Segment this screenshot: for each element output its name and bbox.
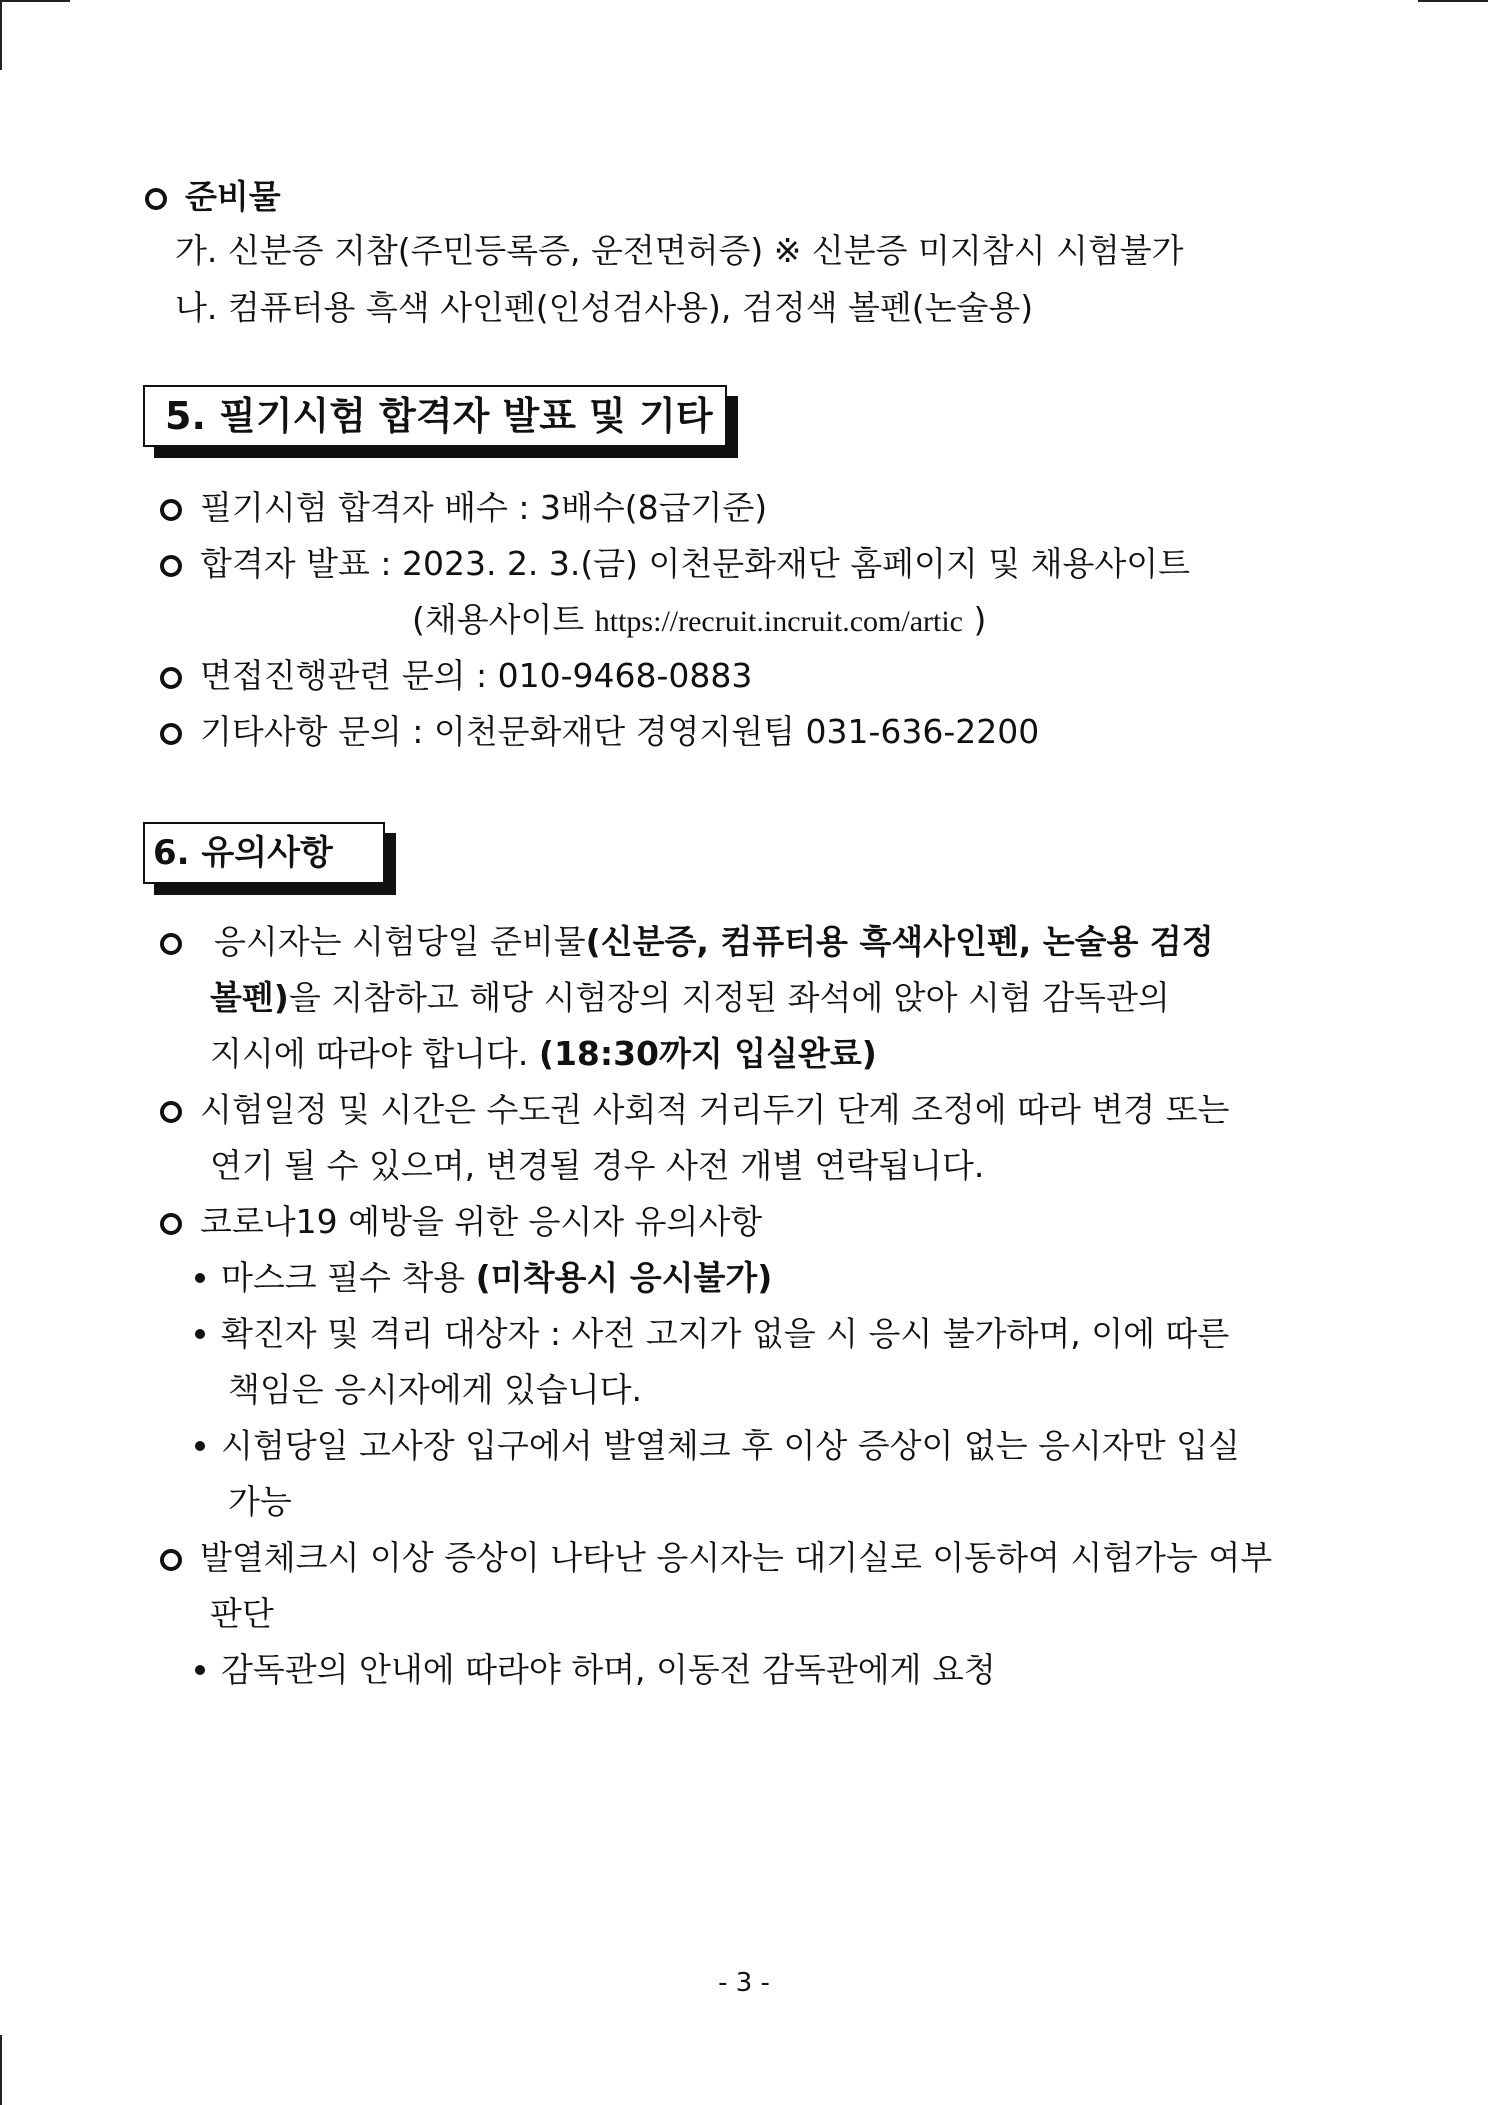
prep-item-ga: 가. 신분증 지참(주민등록증, 운전면허증) ※ 신분증 미지참시 시험불가 xyxy=(175,231,1184,270)
recruit-url-link[interactable]: https://recruit.incruit.com/artic xyxy=(594,605,963,638)
sub-notice-fever-line-1: 시험당일 고사장 입구에서 발열체크 후 이상 증상이 없는 응시자만 입실 xyxy=(195,1424,1240,1468)
crop-mark-top-right-h xyxy=(1418,0,1488,2)
circle-bullet-icon xyxy=(160,1101,182,1123)
dot-bullet-icon xyxy=(195,1665,205,1675)
notice-3: 코로나19 예방을 위한 응시자 유의사항 xyxy=(160,1200,762,1244)
sub-notice-confirmed-line-2: 책임은 응시자에게 있습니다. xyxy=(228,1370,643,1409)
section6-heading: 6. 유의사항 xyxy=(143,822,385,884)
sub-notice-fever-line-2: 가능 xyxy=(228,1482,292,1521)
crop-mark-top-left-h xyxy=(0,0,70,2)
notice-1-line-3: 지시에 따라야 합니다. (18:30까지 입실완료) xyxy=(210,1034,877,1073)
dot-bullet-icon xyxy=(195,1329,205,1339)
section5-heading: 5. 필기시험 합격자 발표 및 기타 xyxy=(143,385,727,447)
circle-bullet-icon xyxy=(160,933,182,955)
dot-bullet-icon xyxy=(195,1441,205,1451)
sub-notice-supervisor: 감독관의 안내에 따라야 하며, 이동전 감독관에게 요청 xyxy=(195,1648,996,1692)
crop-mark-bottom-left-v xyxy=(0,2035,2,2105)
circle-bullet-icon xyxy=(160,1549,182,1571)
circle-bullet-icon xyxy=(160,499,182,521)
section5-item-3: 면접진행관련 문의 : 010-9468-0883 xyxy=(160,654,752,698)
section5-item-2: 합격자 발표 : 2023. 2. 3.(금) 이천문화재단 홈페이지 및 채용사이트 xyxy=(160,542,1190,586)
sub-notice-confirmed-line-1: 확진자 및 격리 대상자 : 사전 고지가 없을 시 응시 불가하며, 이에 따른 xyxy=(195,1312,1229,1356)
prep-title: 준비물 xyxy=(145,175,281,219)
section5-item-4: 기타사항 문의 : 이천문화재단 경영지원팀 031-636-2200 xyxy=(160,710,1039,754)
page-number: - 3 - xyxy=(718,1968,770,1998)
notice-2-line-2: 연기 될 수 있으며, 변경될 경우 사전 개별 연락됩니다. xyxy=(210,1146,985,1185)
circle-bullet-icon xyxy=(160,555,182,577)
notice-2-line-1: 시험일정 및 시간은 수도권 사회적 거리두기 단계 조정에 따라 변경 또는 xyxy=(160,1088,1229,1132)
notice-1-line-2: 볼펜)을 지참하고 해당 시험장의 지정된 좌석에 앉아 시험 감독관의 xyxy=(210,978,1170,1017)
notice-4-line-1: 발열체크시 이상 증상이 나타난 응시자는 대기실로 이동하여 시험가능 여부 xyxy=(160,1536,1272,1580)
crop-mark-top-left-v xyxy=(0,0,2,70)
circle-bullet-icon xyxy=(160,667,182,689)
circle-bullet-icon xyxy=(160,723,182,745)
dot-bullet-icon xyxy=(195,1273,205,1283)
recruit-site-line: (채용사이트 https://recruit.incruit.com/artic ) xyxy=(412,600,987,639)
notice-1-line-1: 응시자는 시험당일 준비물(신분증, 컴퓨터용 흑색사인펜, 논술용 검정 xyxy=(160,920,1345,964)
sub-notice-mask: 마스크 필수 착용 (미착용시 응시불가) xyxy=(195,1256,772,1300)
notice-4-line-2: 판단 xyxy=(210,1594,274,1633)
section5-item-1: 필기시험 합격자 배수 : 3배수(8급기준) xyxy=(160,486,767,530)
prep-item-na: 나. 컴퓨터용 흑색 사인펜(인성검사용), 검정색 볼펜(논술용) xyxy=(175,288,1034,327)
circle-bullet-icon xyxy=(160,1213,182,1235)
circle-bullet-icon xyxy=(145,188,167,210)
